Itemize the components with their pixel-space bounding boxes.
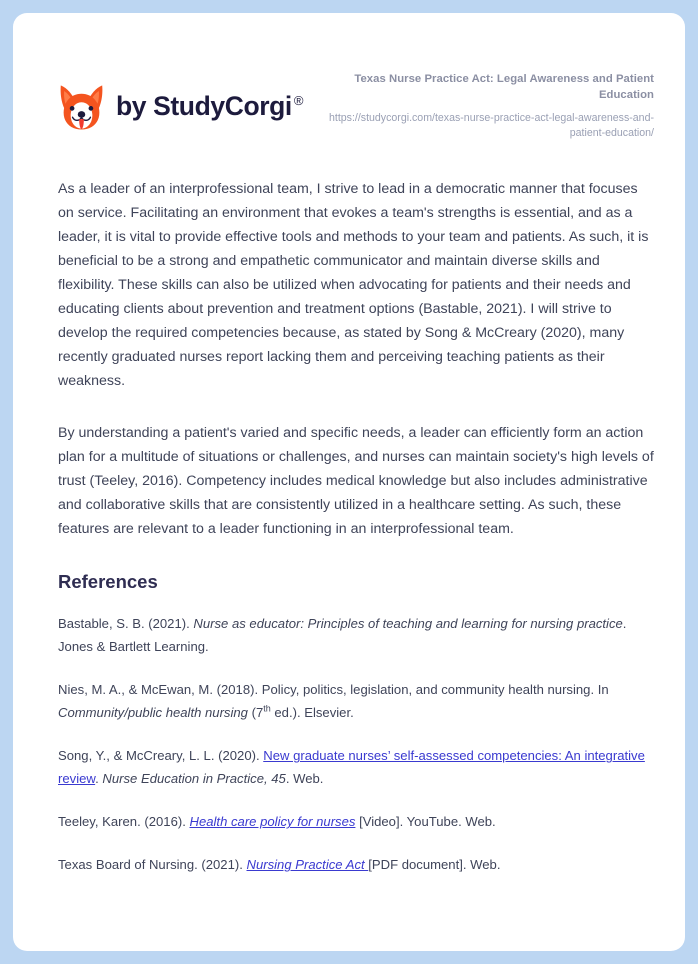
reference-text: ed.). Elsevier. bbox=[270, 705, 354, 721]
reference-entry bbox=[58, 853, 654, 876]
edition-superscript: th bbox=[263, 704, 271, 715]
reference-text: . Web. bbox=[285, 771, 324, 787]
reference-entry bbox=[58, 744, 654, 790]
studycorgi-brand-logo bbox=[58, 72, 303, 131]
reference-text: Song, Y., & McCreary, L. L. (2020). bbox=[58, 748, 264, 764]
studycorgi-wordmark bbox=[116, 90, 304, 121]
body-paragraph: By understanding a patient's varied and specific needs, a leader can efficiently form an action plan for a multitude of situations or challenges, and nurses can maintain society's high levels of trust (Teeley, 2016). Competency includes medical knowledge but also includes administrative and collaborative skills that are consistently utilized in a healthcare setting. As such, these features are relevant to a leader functioning in an interprofessional team. bbox=[58, 425, 654, 538]
reference-text: (7 bbox=[247, 705, 264, 721]
registered-trademark-icon: ® bbox=[293, 92, 304, 108]
reference-title-italic: Nurse as educator: Principles of teaching and learning for nursing practice bbox=[193, 616, 623, 632]
reference-link[interactable]: New graduate nurses’ self-assessed competencies: An integrative review bbox=[58, 748, 645, 787]
reference-journal-italic: Nurse Education in Practice, 45 bbox=[102, 771, 286, 787]
reference-text: Teeley, Karen. (2016). bbox=[58, 814, 190, 830]
reference-entry bbox=[58, 678, 654, 724]
reference-text: Nies, M. A., & McEwan, M. (2018). Policy, politics, legislation, and community health nursing. In bbox=[58, 682, 609, 698]
reference-entry bbox=[58, 612, 654, 658]
reference-text: [Video]. YouTube. Web. bbox=[355, 814, 496, 830]
document-body bbox=[13, 177, 685, 876]
reference-entry bbox=[58, 810, 654, 833]
document-page bbox=[13, 13, 685, 951]
references-list bbox=[58, 612, 654, 876]
document-header bbox=[13, 13, 685, 141]
corgi-head-icon bbox=[58, 81, 105, 131]
document-meta bbox=[312, 72, 654, 141]
reference-title-italic: Community/public health nursing bbox=[58, 705, 248, 721]
source-url: https://studycorgi.com/texas-nurse-practice-act-legal-awareness-and-patient-education/ bbox=[328, 112, 654, 140]
reference-link[interactable]: Health care policy for nurses bbox=[189, 814, 356, 830]
body-paragraph: As a leader of an interprofessional team, I strive to lead in a democratic manner that focuses on service. Facilitating an environment that evokes a team's strengths is essential, and as a leader, it is vital to provide effective tools and methods to your team and patients. As such, it is beneficial to be a strong and empathetic communicator and maintain diverse skills and flexibility. These skills can also be utilized when advocating for patients and their needs and educating clients about prevention and treatment options (Bastable, 2021). I will strive to develop the required competencies because, as stated by Song & McCreary (2020), many recently graduated nurses report lacking them and perceiving teaching patients as their weakness. bbox=[58, 181, 649, 390]
reference-text: . bbox=[95, 771, 103, 787]
references-heading: References bbox=[58, 571, 158, 593]
page-title: Texas Nurse Practice Act: Legal Awareness and Patient Education bbox=[354, 73, 654, 101]
reference-text: Bastable, S. B. (2021). bbox=[58, 616, 194, 632]
reference-link[interactable]: Nursing Practice Act bbox=[246, 857, 369, 873]
wordmark-text: by StudyCorgi bbox=[116, 90, 292, 121]
reference-text: [PDF document]. Web. bbox=[368, 857, 501, 873]
reference-text: . Jones & Bartlett Learning. bbox=[58, 616, 627, 655]
reference-text: Texas Board of Nursing. (2021). bbox=[58, 857, 247, 873]
